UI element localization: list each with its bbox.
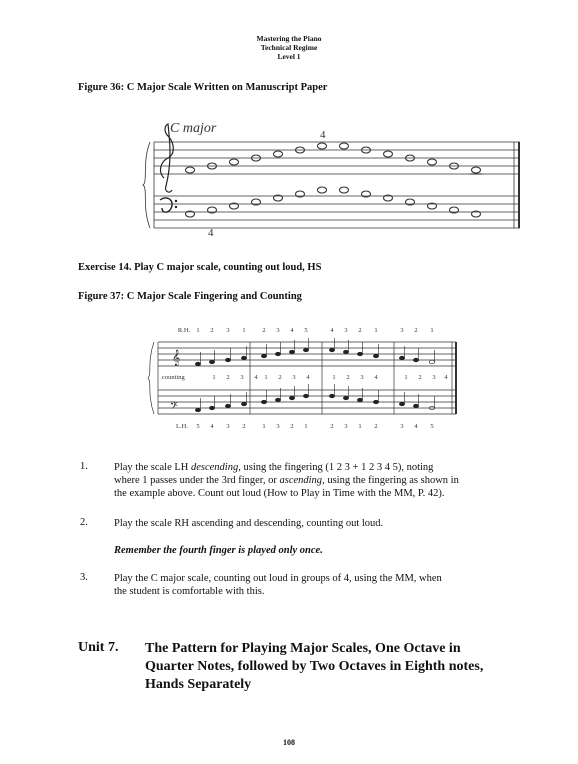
count-beat: 1 [332,374,336,381]
lh-finger: 3 [276,423,280,430]
bass-note [373,400,378,404]
count-beat: 4 [254,374,258,381]
treble-note [209,360,214,364]
lh-finger: 1 [358,423,362,430]
figure36-title: Figure 36: C Major Scale Written on Manuscript Paper [78,82,328,93]
rh-finger: 1 [430,327,434,334]
finger-4-top: 4 [320,129,326,141]
rh-label: R.H. [177,327,191,334]
lh-finger: 5 [196,423,200,430]
count-beat: 2 [278,374,282,381]
treble-note [429,360,434,364]
rh-finger: 2 [358,327,362,334]
page-number: 108 [283,738,295,747]
count-beat: 1 [264,374,268,381]
lh-label: L.H. [176,423,188,430]
header-level: Level 1 [277,52,301,61]
lh-finger: 3 [226,423,230,430]
bass-note [343,396,348,400]
unit-title: The Pattern for Playing Major Scales, One Octave in Quarter Notes, followed by Two Octaves in Eighth notes, Hands Separately [145,641,484,692]
exercise-14-title: Exercise 14. Play C major scale, counting out loud, HS [78,262,322,273]
bass-note [209,406,214,410]
rh-finger: 3 [344,327,348,334]
c-major-handwritten: C major [170,121,217,136]
header-title: Mastering the Piano [256,34,322,43]
treble-note [343,350,348,354]
treble-note [357,352,362,356]
count-beat: 2 [346,374,350,381]
item-2-text: Play the scale RH ascending and descending, counting out loud. [114,518,384,529]
bass-note [289,396,294,400]
treble-note [241,356,246,360]
item-3-number: 3. [80,572,88,583]
lh-finger: 2 [374,423,378,430]
rh-finger: 3 [276,327,280,334]
count-beat: 4 [374,374,378,381]
rh-finger: 2 [262,327,266,334]
bass-note [225,404,230,408]
bass-note [195,408,200,412]
treble-note [303,348,308,352]
bass-note [275,398,280,402]
rh-finger: 4 [330,327,334,334]
lh-finger: 4 [414,423,418,430]
rh-finger: 1 [196,327,200,334]
finger-4-bottom: 4 [208,227,214,236]
treble-note [225,358,230,362]
figure37-fingering-score [144,322,464,430]
bass-note [413,404,418,408]
treble-note [195,362,200,366]
count-beat: 3 [432,374,436,381]
svg-text:𝄞: 𝄞 [172,351,181,366]
lh-finger: 2 [242,423,246,430]
rh-finger: 3 [400,327,404,334]
lh-finger: 4 [210,423,214,430]
count-beat: 2 [226,374,230,381]
bass-note [357,398,362,402]
rh-finger: 1 [242,327,246,334]
lh-finger: 5 [430,423,434,430]
treble-note [261,354,266,358]
treble-notes [186,143,483,174]
treble-note [329,348,334,352]
rh-finger: 2 [414,327,418,334]
treble-note [275,352,280,356]
figure36-manuscript [140,112,532,236]
count-beat: 3 [360,374,364,381]
rh-finger: 5 [304,327,308,334]
treble-note [373,354,378,358]
treble-note [289,350,294,354]
bass-notes [186,187,481,217]
fourth-finger-note: Remember the fourth finger is played only once. [114,545,323,556]
count-beat: 1 [212,374,216,381]
item-1-text: Play the scale LH descending, using the fingering (1 2 3 + 1 2 3 4 5), noting where 1 passes under the 3rd finger, or ascending, using the fingering as shown in the example above. Count out loud (How to Play in Time with the MM, P. 42). [114,462,459,499]
bass-note [261,400,266,404]
figure37-title: Figure 37: C Major Scale Fingering and Counting [78,291,302,302]
header-subtitle: Technical Regime [260,43,318,52]
bass-note [399,402,404,406]
item-2-number: 2. [80,517,88,528]
lh-finger: 2 [290,423,294,430]
item-3-text: Play the C major scale, counting out loud in groups of 4, using the MM, when the student is comfortable with this. [114,573,442,597]
count-beat: 3 [292,374,296,381]
count-beat: 4 [306,374,310,381]
count-beat: 3 [240,374,244,381]
counting-label: counting [162,374,185,381]
count-beat: 2 [418,374,422,381]
lh-finger: 3 [344,423,348,430]
lh-finger: 2 [330,423,334,430]
count-beat: 1 [404,374,408,381]
rh-finger: 2 [210,327,214,334]
bass-note [303,394,308,398]
treble-note [399,356,404,360]
rh-finger: 1 [374,327,378,334]
unit-label: Unit 7. [78,640,119,655]
lh-finger: 1 [262,423,266,430]
rh-finger: 4 [290,327,294,334]
svg-text:𝄢: 𝄢 [170,400,178,414]
bass-note [329,394,334,398]
lh-finger: 1 [304,423,308,430]
count-beat: 4 [444,374,448,381]
treble-note [413,358,418,362]
bass-note [241,402,246,406]
lh-finger: 3 [400,423,404,430]
item-1-number: 1. [80,461,88,472]
rh-finger: 3 [226,327,230,334]
